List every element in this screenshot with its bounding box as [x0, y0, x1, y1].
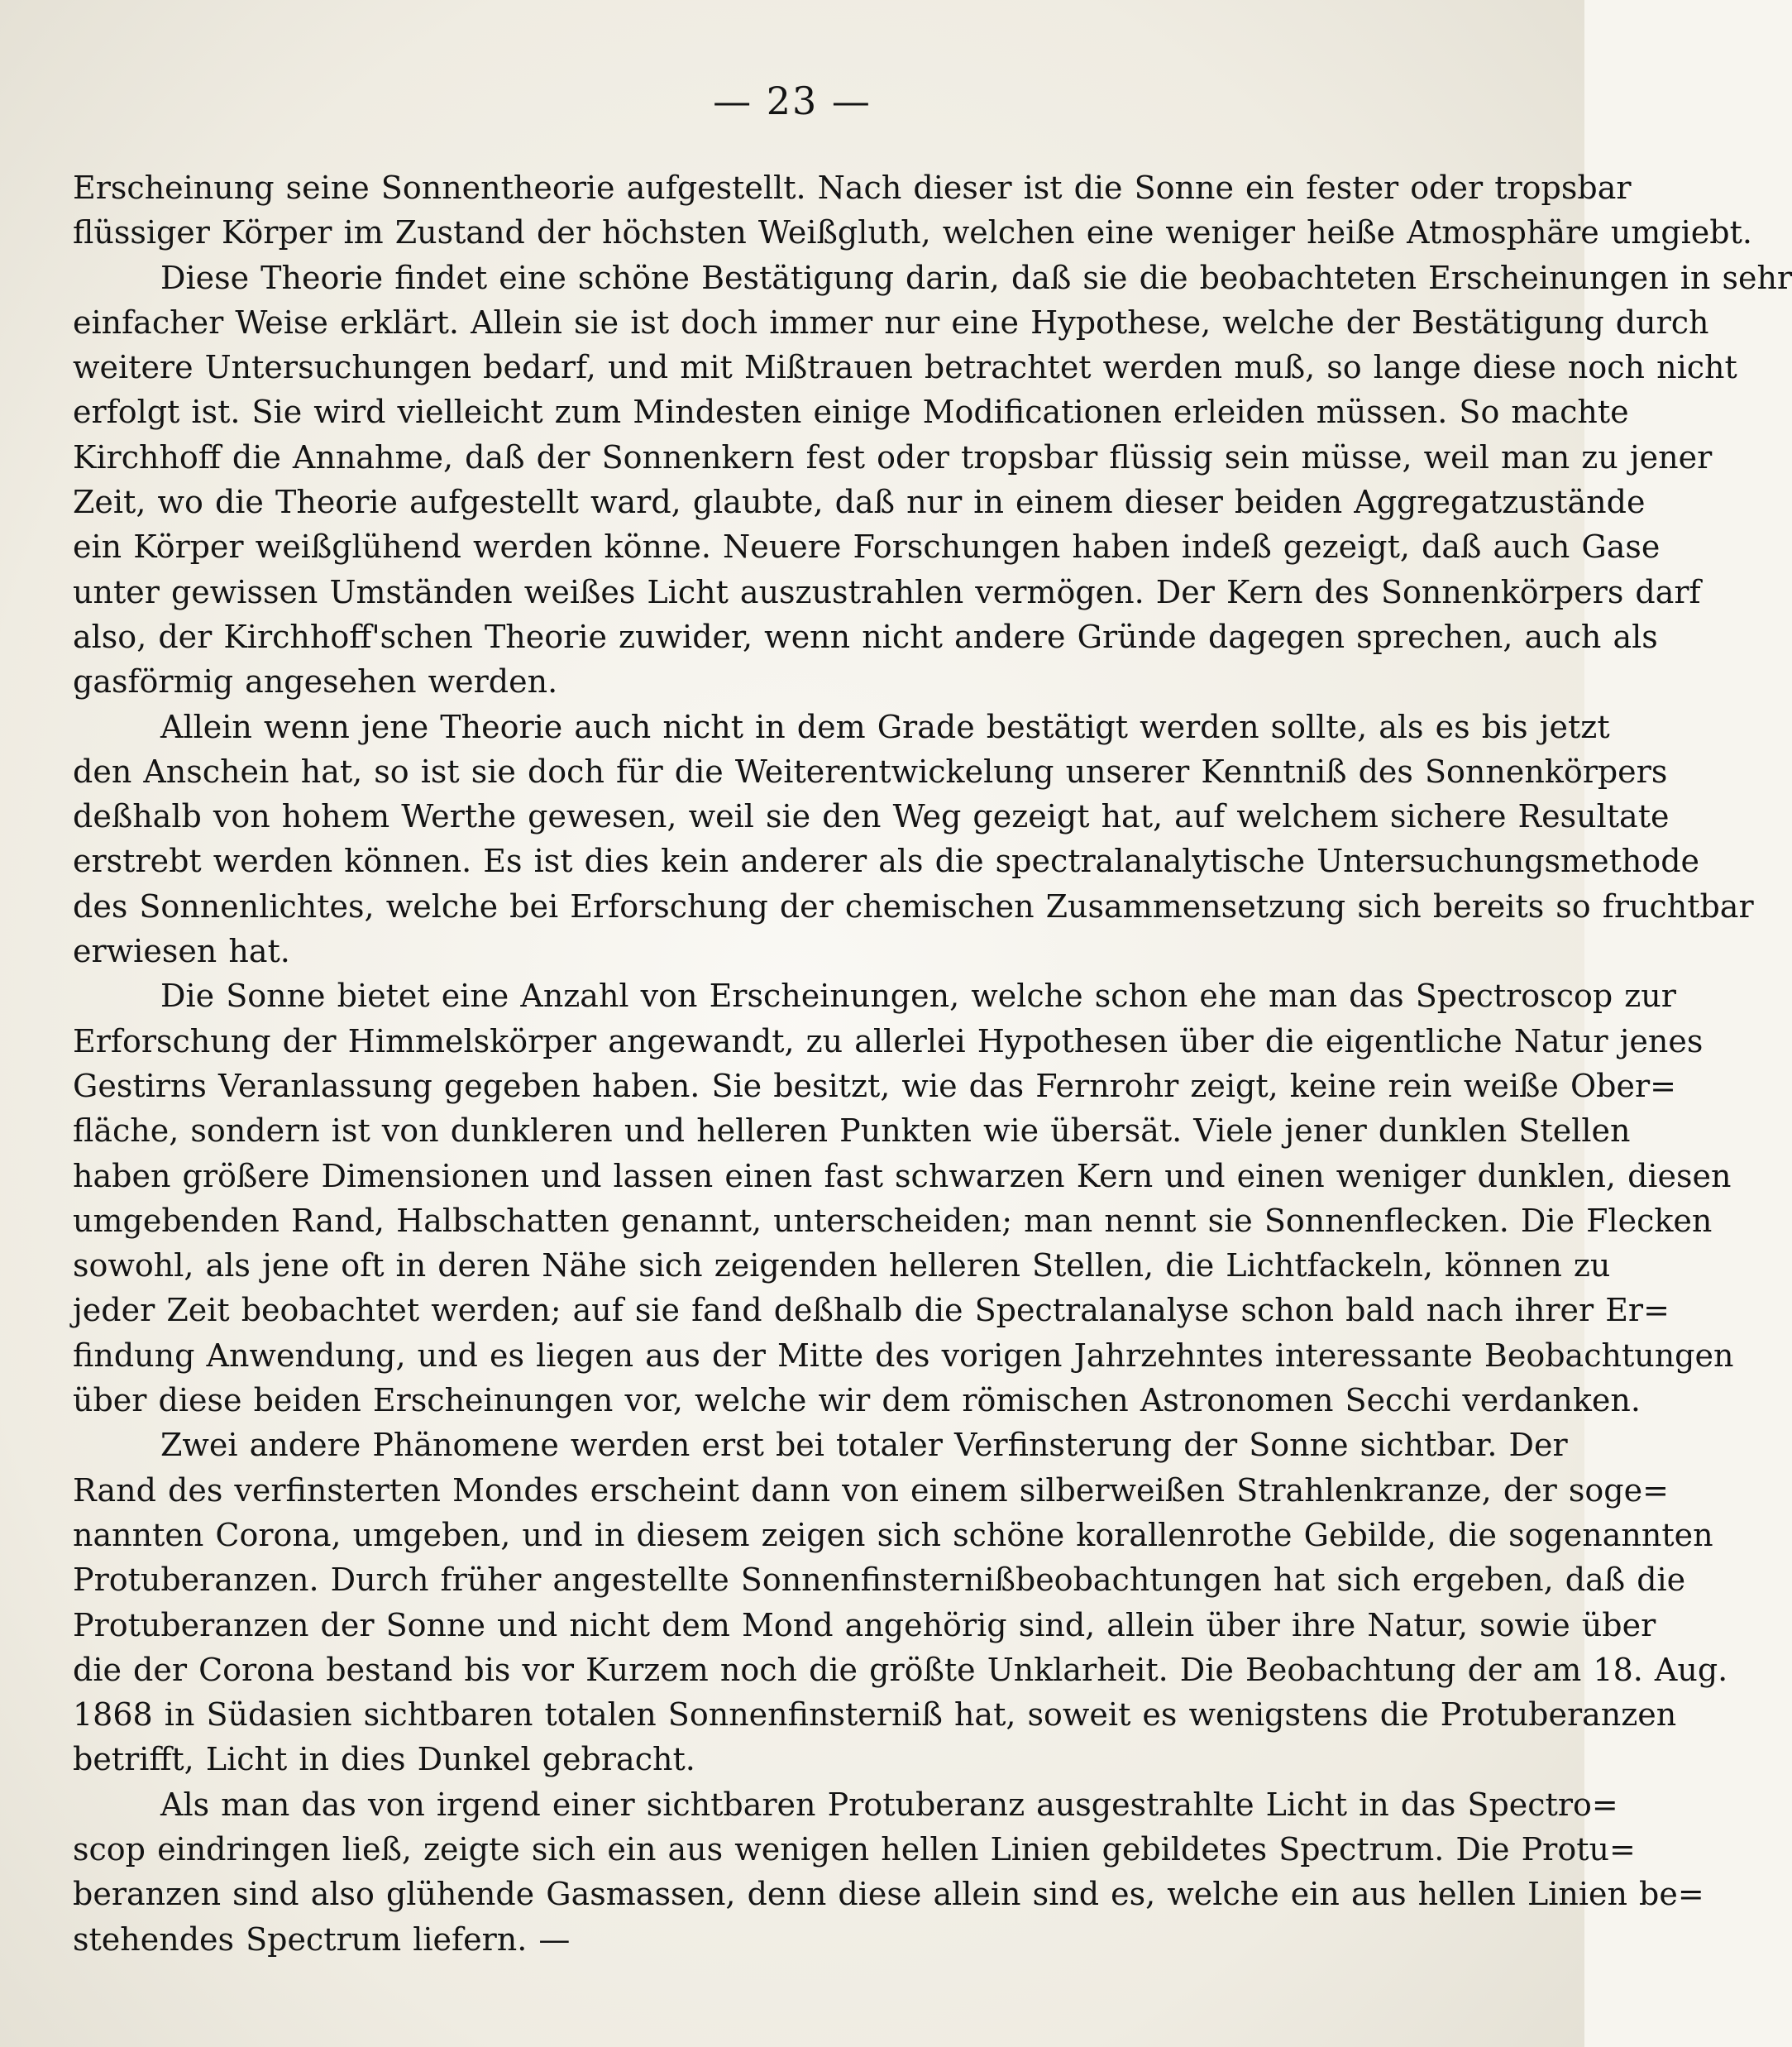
text-line: Erscheinung seine Sonnentheorie aufgestellt. Nach dieser ist die Sonne ein fester oder tropsbar [73, 170, 1632, 206]
text-line: Gestirns Veranlassung gegeben haben. Sie besitzt, wie das Fernrohr zeigt, keine rein weiße Ober= [73, 1067, 1676, 1104]
text-line: beranzen sind also glühende Gasmassen, denn diese allein sind es, welche ein aus hellen Linien be= [73, 1876, 1704, 1913]
text-line: den Anschein hat, so ist sie doch für die Weiterentwickelung unserer Kenntniß des Sonnenkörpers [73, 753, 1668, 790]
text-line: sowohl, als jene oft in deren Nähe sich zeigenden helleren Stellen, die Lichtfackeln, können zu [73, 1247, 1611, 1284]
text-line: also, der Kirchhoff'schen Theorie zuwider, wenn nicht andere Gründe dagegen sprechen, auch als [73, 618, 1658, 655]
paragraph-end-line: stehendes Spectrum liefern. — [73, 1920, 571, 1958]
paragraph-end-line: betrifft, Licht in dies Dunkel gebracht. [73, 1741, 695, 1778]
text-line: einfacher Weise erklärt. Allein sie ist doch immer nur eine Hypothese, welche der Bestätigung durch [73, 304, 1709, 341]
paragraph-end-line: über diese beiden Erscheinungen vor, welche wir dem römischen Astronomen Secchi verdanken. [73, 1382, 1641, 1419]
page-number: — 23 — [713, 79, 872, 123]
text-line: weitere Untersuchungen bedarf, und mit Mißtrauen betrachtet werden muß, so lange diese noch nicht [73, 349, 1737, 386]
text-line: umgebenden Rand, Halbschatten genannt, unterscheiden; man nennt sie Sonnenflecken. Die Flecken [73, 1202, 1713, 1239]
text-line: nannten Corona, umgeben, und in diesem zeigen sich schöne korallenrothe Gebilde, die sogenannten [73, 1516, 1713, 1553]
text-line: des Sonnenlichtes, welche bei Erforschung der chemischen Zusammensetzung sich bereits so fruchtbar [73, 887, 1754, 925]
text-line: Protuberanzen der Sonne und nicht dem Mond angehörig sind, allein über ihre Natur, sowie über [73, 1606, 1656, 1643]
paragraph-start-line: Diese Theorie findet eine schöne Bestätigung darin, daß sie die beobachteten Erscheinungen in sehr [160, 259, 1792, 296]
text-line: Rand des verfinsterten Mondes erscheint dann von einem silberweißen Strahlenkranze, der soge= [73, 1471, 1669, 1509]
text-line: flüssiger Körper im Zustand der höchsten Weißgluth, welchen eine weniger heiße Atmosphäre umgiebt. [73, 214, 1752, 251]
paragraph-end-line: gasförmig angesehen werden. [73, 663, 558, 701]
text-line: Protuberanzen. Durch früher angestellte Sonnenfinsternißbeobachtungen hat sich ergeben, daß die [73, 1562, 1686, 1599]
paragraph-start-line: Die Sonne bietet eine Anzahl von Erscheinungen, welche schon ehe man das Spectroscop zur [160, 978, 1676, 1015]
text-line: erfolgt ist. Sie wird vielleicht zum Mindesten einige Modificationen erleiden müssen. So machte [73, 394, 1629, 431]
paragraph-start-line: Als man das von irgend einer sichtbaren Protuberanz ausgestrahlte Licht in das Spectro= [160, 1786, 1618, 1823]
text-line: fläche, sondern ist von dunkleren und helleren Punkten wie übersät. Viele jener dunklen Stellen [73, 1112, 1631, 1150]
paragraph-start-line: Zwei andere Phänomene werden erst bei totaler Verfinsterung der Sonne sichtbar. Der [160, 1427, 1568, 1464]
text-line: deßhalb von hohem Werthe gewesen, weil sie den Weg gezeigt hat, auf welchem sichere Resultate [73, 798, 1670, 835]
text-line: erstrebt werden können. Es ist dies kein anderer als die spectralanalytische Untersuchungsmethode [73, 843, 1700, 880]
text-line: Erforschung der Himmelskörper angewandt, zu allerlei Hypothesen über die eigentliche Natur jenes [73, 1022, 1704, 1059]
text-line: scop eindringen ließ, zeigte sich ein aus wenigen hellen Linien gebildetes Spectrum. Die Protu= [73, 1830, 1636, 1868]
text-line: findung Anwendung, und es liegen aus der Mitte des vorigen Jahrzehntes interessante Beobachtungen [73, 1337, 1734, 1374]
text-line: die der Corona bestand bis vor Kurzem noch die größte Unklarheit. Die Beobachtung der am 18. Aug. [73, 1651, 1728, 1688]
body-text [73, 165, 1792, 1962]
paragraph-start-line: Allein wenn jene Theorie auch nicht in dem Grade bestätigt werden sollte, als es bis jetzt [160, 708, 1610, 745]
paragraph-end-line: erwiesen hat. [73, 933, 290, 970]
text-line: 1868 in Südasien sichtbaren totalen Sonnenfinsterniß hat, soweit es wenigstens die Protuberanzen [73, 1696, 1677, 1734]
text-line: haben größere Dimensionen und lassen einen fast schwarzen Kern und einen weniger dunklen, diesen [73, 1157, 1732, 1194]
text-line: unter gewissen Umständen weißes Licht auszustrahlen vermögen. Der Kern des Sonnenkörpers darf [73, 573, 1701, 610]
text-line: Kirchhoff die Annahme, daß der Sonnenkern fest oder tropsbar flüssig sein müsse, weil man zu jener [73, 438, 1713, 476]
text-line: Zeit, wo die Theorie aufgestellt ward, glaubte, daß nur in einem dieser beiden Aggregatzustände [73, 484, 1646, 521]
text-line: jeder Zeit beobachtet werden; auf sie fand deßhalb die Spectralanalyse schon bald nach ihrer Er= [73, 1292, 1670, 1329]
text-line: ein Körper weißglühend werden könne. Neuere Forschungen haben indeß gezeigt, daß auch Gase [73, 528, 1661, 566]
